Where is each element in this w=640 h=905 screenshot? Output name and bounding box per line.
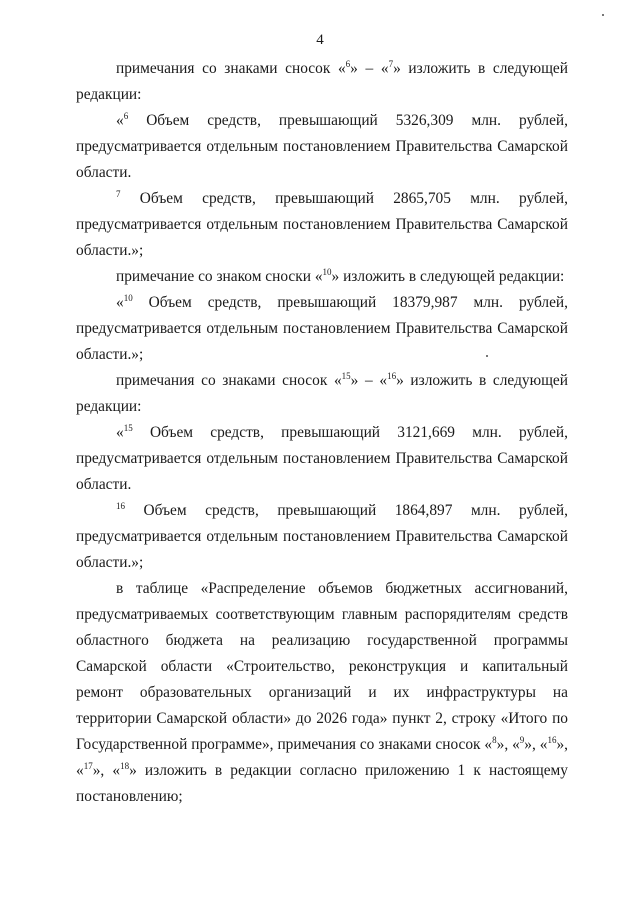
paragraph-9: в таблице «Распределение объемов бюджетных ассигнований, предусматриваемых соответствующим главным распорядителям средств областного бюджета на реализацию государственной программы Самарской области «Строительство, реконструкция и капитальный ремонт образовательных организаций и их инфраструктуры на территории Самарской области» до 2026 года» пункт 2, строку «Итого по Государственной программе», примечания со знаками сносок «$^8$», «$^9$», «$^{16}$», «$^{17}$», «$^{18}$» изложить в редакции согласно приложению 1 к настоящему постановлению; — [76, 580, 568, 805]
document-body — [76, 56, 568, 810]
paragraph-7: «$^{15}$ Объем средств, превышающий 3121,669 млн. рублей, предусматривается отдельным постановлением Правительства Самарской области. — [76, 423, 568, 493]
scan-speck — [486, 355, 488, 357]
paragraph-4: примечание со знаком сноски «$^{10}$» изложить в следующей редакции: — [116, 267, 565, 285]
paragraph-5: «$^{10}$ Объем средств, превышающий 18379,987 млн. рублей, предусматривается отдельным постановлением Правительства Самарской области.»; — [76, 293, 568, 363]
page-number: 4 — [316, 32, 324, 48]
scan-speck — [602, 14, 604, 16]
paragraph-6: примечания со знаками сносок «$^{15}$» – «$^{16}$» изложить в следующей редакции: — [76, 371, 569, 415]
paragraph-3: $^7$ Объем средств, превышающий 2865,705 млн. рублей, предусматривается отдельным постановлением Правительства Самарской области.»; — [76, 189, 568, 259]
paragraph-1: примечания со знаками сносок «$^6$» – «$^7$» изложить в следующей редакции: — [76, 59, 569, 103]
paragraph-8: $^{16}$ Объем средств, превышающий 1864,897 млн. рублей, предусматривается отдельным постановлением Правительства Самарской области.»; — [76, 501, 568, 571]
paragraph-2: «$^6$ Объем средств, превышающий 5326,309 млн. рублей, предусматривается отдельным постановлением Правительства Самарской области. — [76, 111, 568, 181]
